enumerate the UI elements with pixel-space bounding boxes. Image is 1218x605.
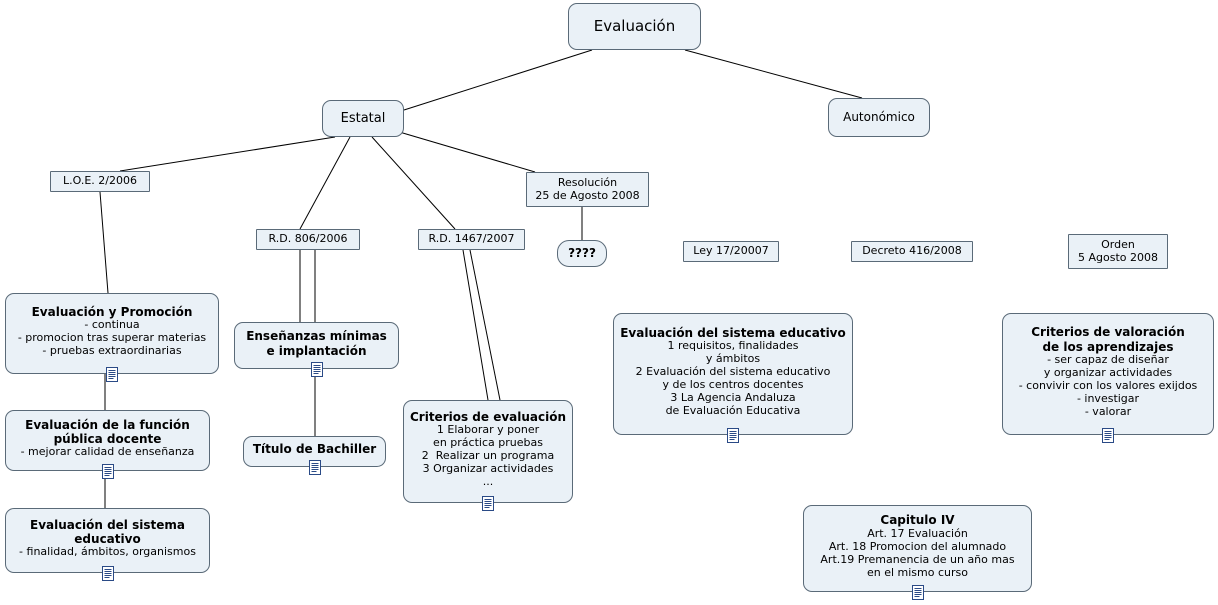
node-evaluacion-del-sistema-educativo-izquierda[interactable] xyxy=(5,508,210,573)
node-criterios-de-valoracion-de-los-aprendizajes[interactable] xyxy=(1002,313,1214,435)
edge-estatal-loe xyxy=(120,137,335,171)
node-text-line: Capitulo IV xyxy=(880,513,955,528)
node-text-line: educativo xyxy=(74,532,141,547)
node-text-line: Art.19 Premanencia de un año mas xyxy=(820,552,1015,566)
node-text-line: Enseñanzas mínimas xyxy=(246,329,387,344)
node-text-line: - finalidad, ámbitos, organismos xyxy=(19,545,196,559)
node-text-line: ... xyxy=(482,475,494,489)
node-text-line: 3 La Agencia Andaluza xyxy=(670,391,796,405)
node-text-line: Resolución xyxy=(557,175,618,189)
document-note-icon[interactable] xyxy=(101,566,114,581)
node-text-line: 2 Realizar un programa xyxy=(421,449,555,463)
node-text-line: 1 Elaborar y poner xyxy=(436,423,540,437)
node-text-line: - continua xyxy=(84,318,140,332)
node-ensenanzas-minimas-e-implantacion[interactable] xyxy=(234,322,399,369)
document-note-icon[interactable] xyxy=(482,496,495,511)
node-text-line: e implantación xyxy=(266,343,367,358)
edge-estatal-resolucion xyxy=(396,131,535,172)
node-text-line: - convivir con los valores exijdos xyxy=(1018,378,1198,392)
node-text-line: - mejorar calidad de enseñanza xyxy=(20,445,195,459)
node-text-line: Evaluación del sistema xyxy=(30,517,185,532)
edge-evaluacion-estatal xyxy=(404,50,592,110)
node-criterios-de-evaluacion[interactable] xyxy=(403,400,573,503)
node-text-line: - investigar xyxy=(1076,391,1140,405)
node-text-line: 25 de Agosto 2008 xyxy=(535,188,640,202)
node-orden-5-agosto-2008[interactable] xyxy=(1068,234,1168,269)
node-text-line: pública docente xyxy=(53,432,162,447)
node-text-line: Art. 17 Evaluación xyxy=(867,526,968,540)
document-note-icon[interactable] xyxy=(1102,428,1115,443)
edge-loe-evalpromocion xyxy=(100,192,108,293)
node-ley-17-20007[interactable] xyxy=(683,241,779,262)
node-text-line: Evaluación y Promoción xyxy=(31,304,193,319)
node-text-line: ???? xyxy=(568,246,596,261)
node-text-line: R.D. 806/2006 xyxy=(268,232,348,246)
node-evaluacion-de-la-funcion-publica-docente[interactable] xyxy=(5,410,210,471)
edge-rd1467-criterios2 xyxy=(470,250,500,400)
node-text-line: Ley 17/20007 xyxy=(693,244,769,258)
node-text-line: y organizar actividades xyxy=(1043,365,1173,379)
node-evaluacion-y-promocion[interactable] xyxy=(5,293,219,374)
document-note-icon[interactable] xyxy=(310,362,323,377)
node-text-line: R.D. 1467/2007 xyxy=(428,232,515,246)
node-text-line: y de los centros docentes xyxy=(662,378,804,392)
node-text-line: 5 Agosto 2008 xyxy=(1078,250,1158,264)
node-text-line: de Evaluación Educativa xyxy=(665,404,801,418)
node-text-line: y ámbitos xyxy=(705,352,761,366)
node-text-line: Estatal xyxy=(340,110,386,126)
node-text-line: en el mismo curso xyxy=(866,565,968,579)
node-text-line: Art. 18 Promocion del alumnado xyxy=(828,539,1007,553)
node-text-line: - promocion tras superar materias xyxy=(17,331,207,345)
node-text-line: Autonómico xyxy=(843,110,915,125)
node-text-line: Decreto 416/2008 xyxy=(862,244,962,258)
node-titulo-de-bachiller[interactable] xyxy=(243,436,386,467)
node-rd-806-2006[interactable] xyxy=(256,229,360,250)
document-note-icon[interactable] xyxy=(106,367,119,382)
node-text-line: en práctica pruebas xyxy=(433,436,543,450)
node-decreto-416-2008[interactable] xyxy=(851,241,973,262)
edge-evaluacion-autonomico xyxy=(685,50,862,98)
edge-estatal-rd1467 xyxy=(372,137,455,229)
node-text-line: de los aprendizajes xyxy=(1042,339,1174,354)
node-autonomico[interactable] xyxy=(828,98,930,137)
document-note-icon[interactable] xyxy=(727,428,740,443)
node-text-line: - ser capaz de diseñar xyxy=(1047,352,1169,366)
node-text-line: Evaluación del sistema educativo xyxy=(620,326,846,341)
node-text-line: - valorar xyxy=(1084,404,1132,418)
node-unknown-placeholder[interactable] xyxy=(557,240,607,267)
node-resolucion-25-agosto-2008[interactable] xyxy=(526,172,649,207)
node-text-line: Orden xyxy=(1101,237,1135,251)
node-text-line: 3 Organizar actividades xyxy=(422,462,554,476)
document-note-icon[interactable] xyxy=(101,464,114,479)
node-evaluacion[interactable] xyxy=(568,3,701,50)
node-capitulo-iv[interactable] xyxy=(803,505,1032,592)
node-text-line: 2 Evaluación del sistema educativo xyxy=(635,365,831,379)
document-note-icon[interactable] xyxy=(308,460,321,475)
edge-estatal-rd806 xyxy=(300,137,350,229)
node-rd-1467-2007[interactable] xyxy=(418,229,525,250)
node-loe-2-2006[interactable] xyxy=(50,171,150,192)
node-text-line: L.O.E. 2/2006 xyxy=(63,174,137,188)
node-text-line: Evaluación de la función xyxy=(25,417,190,432)
edge-rd1467-criterios xyxy=(463,250,488,400)
node-estatal[interactable] xyxy=(322,100,404,137)
node-text-line: 1 requisitos, finalidades xyxy=(667,339,799,353)
node-text-line: Criterios de evaluación xyxy=(409,410,567,424)
node-text-line: Evaluación xyxy=(593,16,676,35)
node-text-line: Título de Bachiller xyxy=(252,442,377,457)
node-text-line: Criterios de valoración xyxy=(1031,325,1185,340)
document-note-icon[interactable] xyxy=(911,585,924,600)
node-text-line: - pruebas extraordinarias xyxy=(42,344,182,358)
node-evaluacion-del-sistema-educativo-central[interactable] xyxy=(613,313,853,435)
